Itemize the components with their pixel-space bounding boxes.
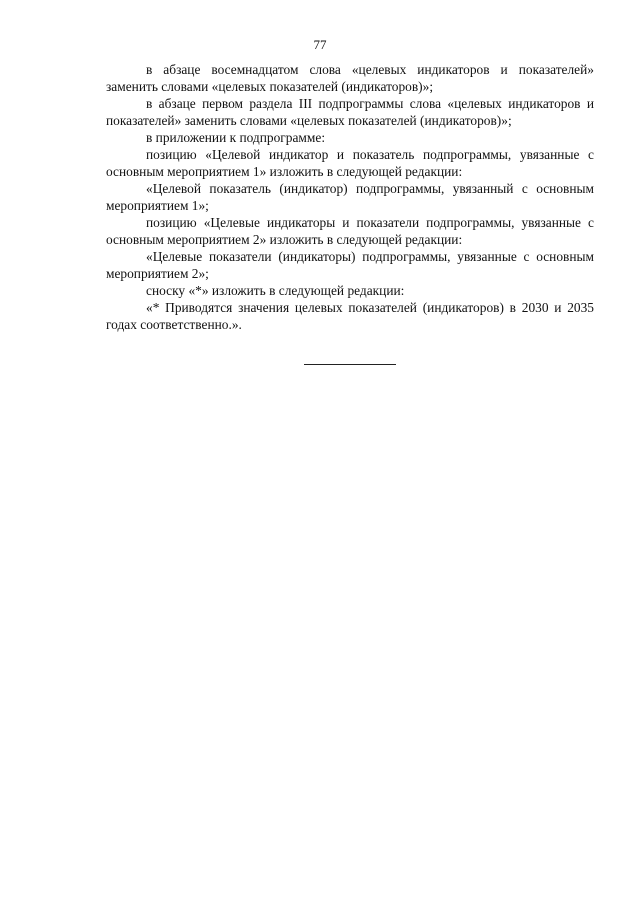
paragraph: в абзаце первом раздела III подпрограммы слова «целевых индикаторов и показателей» заменить словами «целевых показателей (индикаторов)»;	[106, 96, 594, 128]
paragraph: в приложении к подпрограмме:	[146, 130, 326, 145]
end-divider-line	[304, 364, 396, 365]
paragraph: позицию «Целевой индикатор и показатель подпрограммы, увязанные с основным мероприятием 1» изложить в следующей редакции:	[106, 147, 594, 179]
paragraph: сноску «*» изложить в следующей редакции:	[146, 283, 405, 298]
paragraph: в абзаце восемнадцатом слова «целевых индикаторов и показателей» заменить словами «целевых показателей (индикаторов)»;	[106, 62, 594, 94]
page-number: 77	[313, 37, 327, 52]
paragraph: «* Приводятся значения целевых показателей (индикаторов) в 2030 и 2035 годах соответственно.».	[106, 300, 594, 332]
body-text	[106, 61, 594, 333]
paragraph: «Целевые показатели (индикаторы) подпрограммы, увязанные с основным мероприятием 2»;	[106, 249, 594, 281]
paragraph: позицию «Целевые индикаторы и показатели подпрограммы, увязанные с основным мероприятием 2» изложить в следующей редакции:	[106, 215, 594, 247]
paragraph: «Целевой показатель (индикатор) подпрограммы, увязанный с основным мероприятием 1»;	[106, 181, 594, 213]
